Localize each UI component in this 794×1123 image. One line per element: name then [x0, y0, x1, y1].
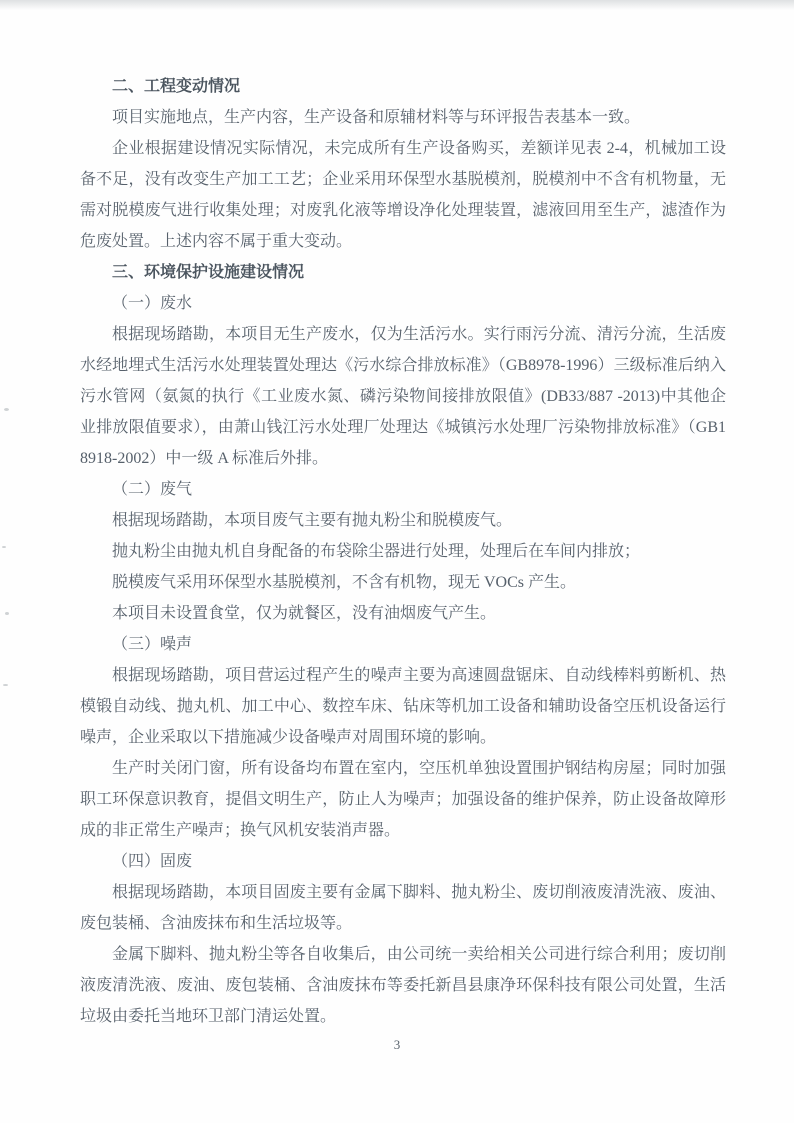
paragraph: 根据现场踏勘，本项目废气主要有抛丸粉尘和脱模废气。	[112, 512, 513, 529]
paragraph: 本项目未设置食堂，仅为就餐区，没有油烟废气产生。	[112, 605, 497, 622]
scan-speck	[5, 612, 9, 615]
subsection-heading: （三）噪声	[112, 636, 193, 653]
subsection-heading: （四）固废	[112, 853, 193, 870]
scan-speck	[4, 408, 9, 411]
section-heading: 二、工程变动情况	[112, 78, 241, 95]
scan-speck	[3, 684, 8, 686]
document-body	[80, 71, 726, 1032]
paragraph: 项目实施地点，生产内容，生产设备和原辅材料等与环评报告表基本一致。	[112, 109, 641, 126]
paragraph: 根据现场踏勘，本项目固废主要有金属下脚料、抛丸粉尘、废切削液废清洗液、废油、废包装桶、含油废抹布和生活垃圾等。	[80, 884, 726, 932]
paragraph: 根据现场踏勘，本项目无生产废水，仅为生活污水。实行雨污分流、清污分流，生活废水经地埋式生活污水处理装置处理达《污水综合排放标准》（GB8978-1996）三级标准后纳入污水管网（氨氮的执行《工业废水氮、磷污染物间接排放限值》(DB33/887 -2013)中其他企业排放限值要求），由萧山钱江污水处理厂处理达《城镇污水处理厂污染物排放标准》（GB18918-2002）中一级 A 标准后外排。	[80, 326, 726, 467]
paragraph: 脱模废气采用环保型水基脱模剂，不含有机物，现无 VOCs 产生。	[112, 574, 577, 591]
subsection-heading: （一）废水	[112, 295, 193, 312]
scan-speck	[2, 546, 6, 548]
page-number: 3	[393, 1037, 401, 1052]
subsection-heading: （二）废气	[112, 481, 193, 498]
paragraph: 企业根据建设情况实际情况，未完成所有生产设备购买，差额详见表 2-4，机械加工设备不足，没有改变生产加工工艺；企业采用环保型水基脱模剂，脱模剂中不含有机物量，无需对脱模废气进行收集处理；对废乳化液等增设净化处理装置，滤液回用至生产，滤渣作为危废处置。上述内容不属于重大变动。	[80, 140, 726, 250]
section-heading: 三、环境保护设施建设情况	[112, 264, 305, 281]
paragraph: 生产时关闭门窗，所有设备均布置在室内，空压机单独设置围护钢结构房屋；同时加强职工环保意识教育，提倡文明生产，防止人为噪声；加强设备的维护保养，防止设备故障形成的非正常生产噪声；换气风机安装消声器。	[80, 760, 726, 839]
paragraph: 金属下脚料、抛丸粉尘等各自收集后，由公司统一卖给相关公司进行综合利用；废切削液废清洗液、废油、废包装桶、含油废抹布等委托新昌县康净环保科技有限公司处置，生活垃圾由委托当地环卫部门清运处置。	[80, 946, 726, 1025]
paragraph: 根据现场踏勘，项目营运过程产生的噪声主要为高速圆盘锯床、自动线棒料剪断机、热模锻自动线、抛丸机、加工中心、数控车床、钻床等机加工设备和辅助设备空压机设备运行噪声，企业采取以下措施减少设备噪声对周围环境的影响。	[80, 667, 726, 746]
paragraph: 抛丸粉尘由抛丸机自身配备的布袋除尘器进行处理，处理后在车间内排放；	[112, 543, 641, 560]
